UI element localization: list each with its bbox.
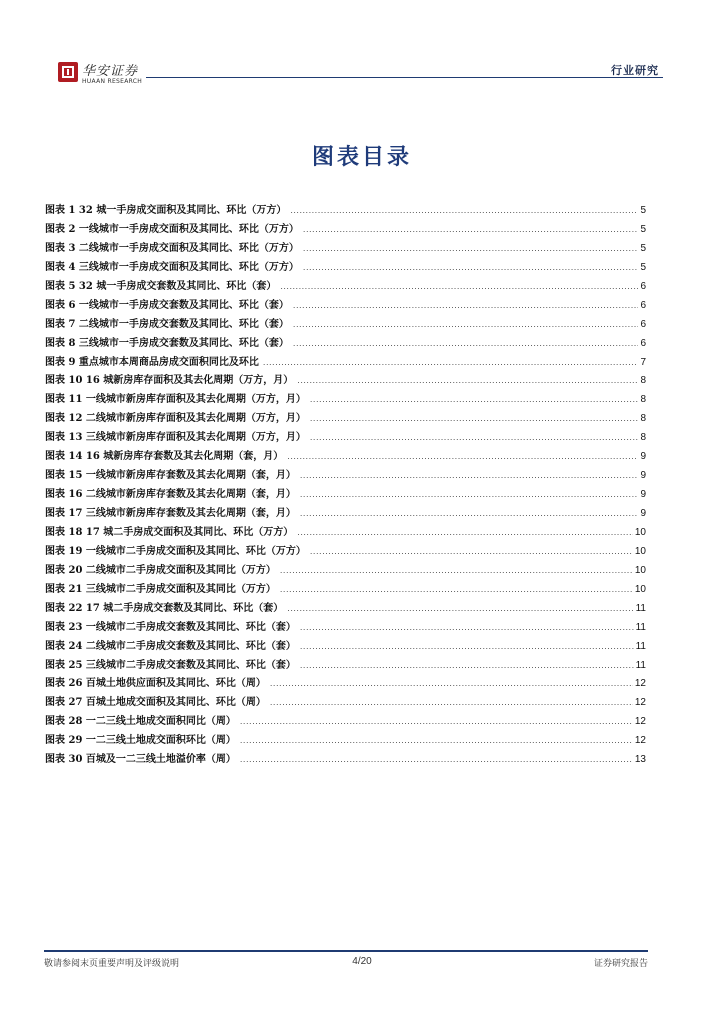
footer-divider [44,950,648,952]
toc-entry-label[interactable]: 图表 23 一线城市二手房成交套数及其同比、环比（套） [45,621,296,633]
toc-entry-page[interactable]: 9 [640,451,646,463]
toc-entry-page[interactable]: 9 [640,508,646,519]
toc-entry[interactable] [45,240,646,259]
toc-leader-dots [280,562,633,581]
toc-entry-page[interactable]: 10 [634,564,646,576]
toc-entry-page[interactable]: 13 [634,754,646,766]
toc-entry[interactable] [45,486,646,505]
toc-entry[interactable] [45,467,646,486]
toc-entry-page[interactable]: 11 [635,602,646,614]
toc-leader-dots [300,657,634,676]
toc-leader-dots [297,524,633,543]
toc-leader-dots [293,316,639,335]
toc-entry-label[interactable]: 图表 13 三线城市新房库存面积及其去化周期（万方，月） [45,432,306,444]
toc-entry[interactable] [45,713,646,732]
toc-entry[interactable] [45,410,646,429]
brand-name-cn: 华安证券 [82,64,139,79]
toc-leader-dots [263,354,639,373]
toc-entry-label[interactable]: 图表 9 重点城市本周商品房成交面积同比及环比 [45,356,259,368]
toc-leader-dots [303,240,639,259]
toc-leader-dots [293,297,639,316]
toc-entry[interactable] [45,505,646,524]
toc-entry[interactable] [45,675,646,694]
page-number: 4/20 [352,956,372,967]
toc-entry-page[interactable]: 12 [634,678,646,690]
toc-entry-page[interactable]: 12 [634,716,646,728]
toc-entry[interactable] [45,562,646,581]
toc-entry[interactable] [45,202,646,221]
toc-entry[interactable] [45,694,646,713]
toc-entry-label[interactable]: 图表 19 一线城市二手房成交面积及其同比、环比（万方） [45,545,306,557]
toc-entry-page[interactable]: 8 [640,394,646,406]
toc-entry-label[interactable]: 图表 16 二线城市新房库存套数及其去化周期（套，月） [45,489,296,501]
toc-leader-dots [310,410,639,429]
toc-leader-dots [240,732,633,751]
toc-entry-page[interactable]: 6 [640,318,646,330]
toc-entry-label[interactable]: 图表 12 二线城市新房库存面积及其去化周期（万方，月） [45,413,306,425]
toc-leader-dots [300,619,634,638]
toc-entry-label[interactable]: 图表 22 17 城二手房成交套数及其同比、环比（套） [45,602,284,614]
footer-report-type: 证券研究报告 [593,959,648,969]
toc-leader-dots [310,543,633,562]
toc-entry-label[interactable]: 图表 6 一线城市一手房成交套数及其同比、环比（套） [45,299,289,311]
toc-entry[interactable] [45,600,646,619]
toc-entry[interactable] [45,429,646,448]
toc-entry-page[interactable]: 10 [634,526,646,538]
toc-leader-dots [270,694,633,713]
toc-leader-dots [240,713,633,732]
toc-entry-page[interactable]: 6 [640,299,646,311]
toc-entry-page[interactable]: 11 [635,640,646,652]
page-header [50,58,663,90]
toc-entry-label[interactable]: 图表 27 百城土地成交面积及其同比、环比（周） [45,697,266,709]
toc-entry-label[interactable]: 图表 21 三线城市二手房成交面积及其同比（万方） [45,583,276,595]
toc-entry[interactable] [45,316,646,335]
toc-entry-label[interactable]: 图表 15 一线城市新房库存套数及其去化周期（套，月） [45,470,296,482]
toc-entry-page[interactable]: 6 [640,337,646,349]
brand-name-en: HUAAN RESEARCH [82,78,143,85]
footer-disclaimer: 敬请参阅末页重要声明及评级说明 [44,959,180,969]
toc-entry-label[interactable]: 图表 28 一二三线土地成交面积同比（周） [45,716,236,728]
toc-entry-label[interactable]: 图表 1 32 城一手房成交面积及其同比、环比（万方） [45,205,287,216]
toc-entry[interactable] [45,619,646,638]
toc-entry-label[interactable]: 图表 7 二线城市一手房成交套数及其同比、环比（套） [45,318,289,330]
toc-entry[interactable] [45,221,646,240]
toc-entry-label[interactable]: 图表 14 16 城新房库存套数及其去化周期（套，月） [45,451,284,463]
toc-entry-page[interactable]: 5 [640,205,646,216]
toc-entry-page[interactable]: 8 [640,432,646,444]
toc-entry-page[interactable]: 8 [640,375,646,387]
toc-leader-dots [290,202,638,221]
toc-entry[interactable] [45,448,646,467]
toc-entry[interactable] [45,543,646,562]
toc-entry[interactable] [45,524,646,543]
toc-entry[interactable] [45,372,646,391]
toc-entry-label[interactable]: 图表 30 百城及一二三线土地溢价率（周） [45,754,236,766]
toc-leader-dots [240,751,633,770]
toc-entry-label[interactable]: 图表 26 百城土地供应面积及其同比、环比（周） [45,678,266,690]
toc-leader-dots [270,675,633,694]
toc-entry-label[interactable]: 图表 2 一线城市一手房成交面积及其同比、环比（万方） [45,223,299,235]
toc-entry-page[interactable]: 6 [640,280,646,292]
toc-entry[interactable] [45,335,646,354]
toc-entry-page[interactable]: 7 [640,356,646,368]
toc-leader-dots [300,638,634,657]
toc-leader-dots [303,259,639,278]
toc-leader-dots [280,278,638,297]
toc-entry-label[interactable]: 图表 17 三线城市新房库存套数及其去化周期（套，月） [45,508,296,519]
toc-entry-label[interactable]: 图表 25 三线城市二手房成交套数及其同比、环比（套） [45,659,296,671]
toc-leader-dots [303,221,639,240]
toc-leader-dots [300,467,639,486]
toc-entry[interactable] [45,657,646,676]
toc-leader-dots [300,486,639,505]
toc-leader-dots [310,391,639,410]
toc-entry-page[interactable]: 5 [640,261,646,273]
toc-leader-dots [297,372,638,391]
toc-entry-page[interactable]: 9 [640,470,646,482]
header-divider [146,77,663,78]
toc-leader-dots [287,600,633,619]
toc-entry-label[interactable]: 图表 10 16 城新房库存面积及其去化周期（万方，月） [45,375,294,387]
toc-entry[interactable] [45,259,646,278]
huaan-logo-icon [58,62,78,82]
toc-entry[interactable] [45,751,646,770]
toc-entry-label[interactable]: 图表 24 二线城市二手房成交套数及其同比、环比（套） [45,640,296,652]
toc-entry-page[interactable]: 10 [634,583,646,595]
toc-entry[interactable] [45,732,646,751]
toc-leader-dots [310,429,639,448]
toc-entry-label[interactable]: 图表 18 17 城二手房成交面积及其同比、环比（万方） [45,526,294,538]
toc-entry-label[interactable]: 图表 4 三线城市一手房成交面积及其同比、环比（万方） [45,261,299,273]
toc-entry-label[interactable]: 图表 11 一线城市新房库存面积及其去化周期（万方，月） [45,394,306,406]
toc-leader-dots [287,448,638,467]
toc-leader-dots [300,505,639,524]
page-title: 图表目录 [311,145,412,170]
toc-entry-page[interactable]: 5 [640,242,646,254]
toc-entry-label[interactable]: 图表 29 一二三线土地成交面积环比（周） [45,735,236,747]
section-label: 行业研究 [611,64,659,77]
toc-entry-page[interactable]: 11 [635,621,646,633]
toc-entry-page[interactable]: 8 [640,413,646,425]
toc-entry-page[interactable]: 9 [640,489,646,501]
toc-entry-label[interactable]: 图表 20 二线城市二手房成交面积及其同比（万方） [45,564,276,576]
toc-entry-label[interactable]: 图表 8 三线城市一手房成交套数及其同比、环比（套） [45,337,289,349]
toc-entry[interactable] [45,391,646,410]
toc-entry[interactable] [45,278,646,297]
toc-entry-label[interactable]: 图表 5 32 城一手房成交套数及其同比、环比（套） [45,280,277,292]
toc-entry-page[interactable]: 12 [634,697,646,709]
table-of-figures [45,202,646,770]
toc-entry-page[interactable]: 10 [634,545,646,557]
toc-leader-dots [293,335,639,354]
toc-entry-page[interactable]: 5 [640,223,646,235]
toc-entry-page[interactable]: 11 [635,659,646,671]
toc-entry[interactable] [45,581,646,600]
toc-leader-dots [280,581,633,600]
toc-entry[interactable] [45,297,646,316]
toc-entry-label[interactable]: 图表 3 二线城市一手房成交面积及其同比、环比（万方） [45,242,299,254]
toc-entry[interactable] [45,638,646,657]
toc-entry[interactable] [45,354,646,373]
toc-entry-page[interactable]: 12 [634,735,646,747]
